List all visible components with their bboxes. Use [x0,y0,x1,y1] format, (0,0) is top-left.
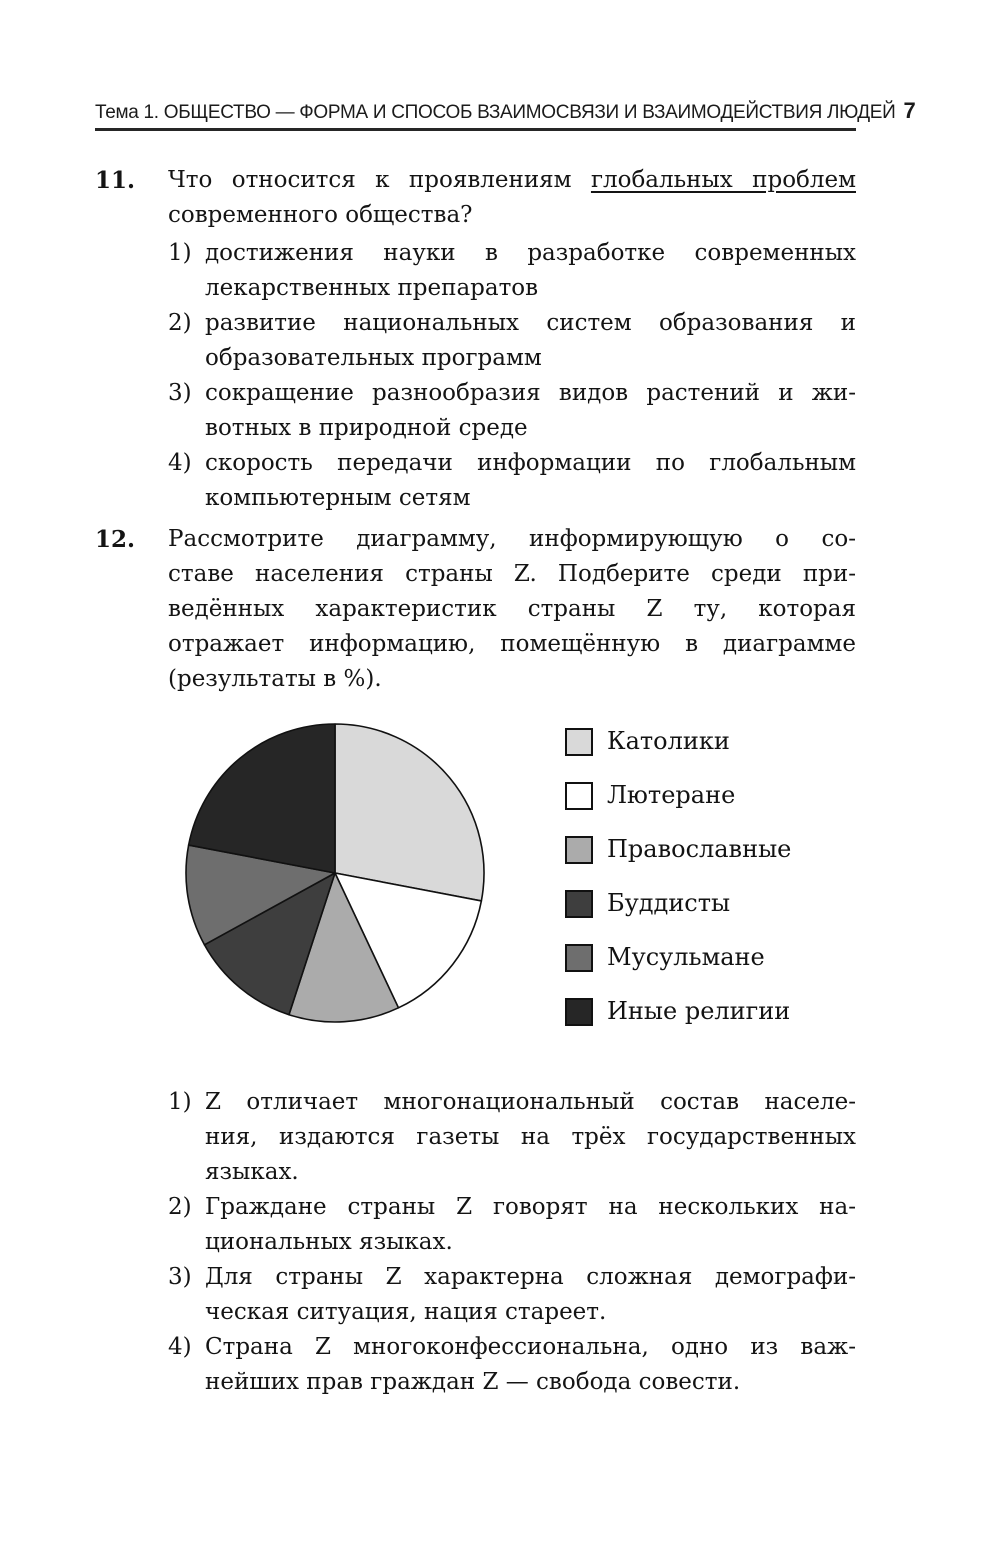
option-text-line: нейших прав граждан Z — свобода совести. [205,1369,741,1395]
question-11-prompt-line-1 [168,163,856,198]
legend-label: Лютеране [607,781,736,809]
prompt-text: Что относится к проявлениям [168,167,591,193]
legend-item [565,835,791,864]
option-text-line: развитие национальных систем образования и [205,310,856,336]
option-text-line: Граждане страны Z говорят на нескольких на- [205,1194,856,1220]
legend-swatch-inye-religii [565,998,593,1026]
legend-swatch-musulmane [565,944,593,972]
answer-option-3 [168,376,856,446]
question-12-prompt-line-4: отражает информацию, помещённую в диаграмме [168,631,856,657]
pie-legend [565,727,791,1026]
legend-item [565,781,791,810]
option-text-line: циональных языках. [205,1229,453,1255]
answer-option-4 [168,446,856,516]
chapter-title: Тема 1. ОБЩЕСТВО — ФОРМА И СПОСОБ ВЗАИМОСВЯЗИ И ВЗАИМОДЕЙСТВИЯ ЛЮДЕЙ [95,102,896,123]
option-text [205,446,856,516]
legend-swatch-katoliki [565,728,593,756]
question-12-prompt-line-3: ведённых характеристик страны Z ту, которая [168,596,856,622]
answer-option-2 [168,1190,856,1260]
option-text [205,1260,856,1330]
option-text-line: лекарственных препаратов [205,275,539,301]
legend-label: Католики [607,727,730,755]
question-12-number: 12. [95,526,136,553]
option-text-line: достижения науки в разработке современных [205,240,856,266]
legend-item [565,727,791,756]
legend-label: Иные религии [607,997,791,1025]
question-11 [95,163,856,516]
page-header [95,98,916,124]
option-text [205,236,856,306]
option-text [205,1330,856,1400]
option-text-line: языках. [205,1159,299,1185]
question-12-options [168,1085,856,1400]
pie-slice-0 [335,724,484,901]
answer-option-1 [168,1085,856,1190]
question-12-prompt-line-5: (результаты в %). [168,666,382,692]
option-text-line: Страна Z многоконфессиональна, одно из важ- [205,1334,856,1360]
option-number: 3) [168,380,192,406]
question-11-number: 11. [95,167,136,194]
option-number: 4) [168,1334,192,1360]
option-text-line: вотных в природной среде [205,415,528,441]
option-number: 2) [168,310,192,336]
question-11-body [168,163,856,516]
option-text-line: ческая ситуация, нация стареет. [205,1299,607,1325]
legend-swatch-pravoslavnye [565,836,593,864]
option-number: 1) [168,1089,192,1115]
option-number: 3) [168,1264,192,1290]
legend-label: Мусульмане [607,943,765,971]
legend-item [565,997,791,1026]
answer-option-3 [168,1260,856,1330]
pie-chart [184,722,486,1024]
page-number: 7 [903,98,916,123]
option-text [205,376,856,446]
legend-item [565,943,791,972]
option-text-line: компьютерным сетям [205,485,471,511]
question-12-prompt-line-2: ставе населения страны Z. Подберите среди при- [168,561,856,587]
option-text-line: образовательных программ [205,345,542,371]
option-text [205,306,856,376]
option-text-line: скорость передачи информации по глобальным [205,450,856,476]
answer-option-2 [168,306,856,376]
underlined-term: глобальных проблем [590,167,856,193]
option-text [205,1085,856,1190]
question-11-options [168,236,856,516]
answer-option-1 [168,236,856,306]
legend-swatch-buddisty [565,890,593,918]
question-12-prompt-line-1: Рассмотрите диаграмму, информирующую о со- [168,526,856,552]
legend-item [565,889,791,918]
legend-label: Православные [607,835,792,863]
option-text-line: ния, издаются газеты на трёх государственных [205,1124,856,1150]
option-number: 2) [168,1194,192,1220]
legend-label: Буддисты [607,889,731,917]
header-divider [95,128,856,131]
legend-swatch-lyuterane [565,782,593,810]
answer-option-4 [168,1330,856,1400]
option-text-line: сокращение разнообразия видов растений и жи- [205,380,856,406]
option-number: 1) [168,240,192,266]
option-text-line: Z отличает многонациональный состав населе- [205,1089,856,1115]
option-text [205,1190,856,1260]
option-number: 4) [168,450,192,476]
option-text-line: Для страны Z характерна сложная демографи- [205,1264,856,1290]
question-11-prompt-line-2: современного общества? [168,202,473,228]
